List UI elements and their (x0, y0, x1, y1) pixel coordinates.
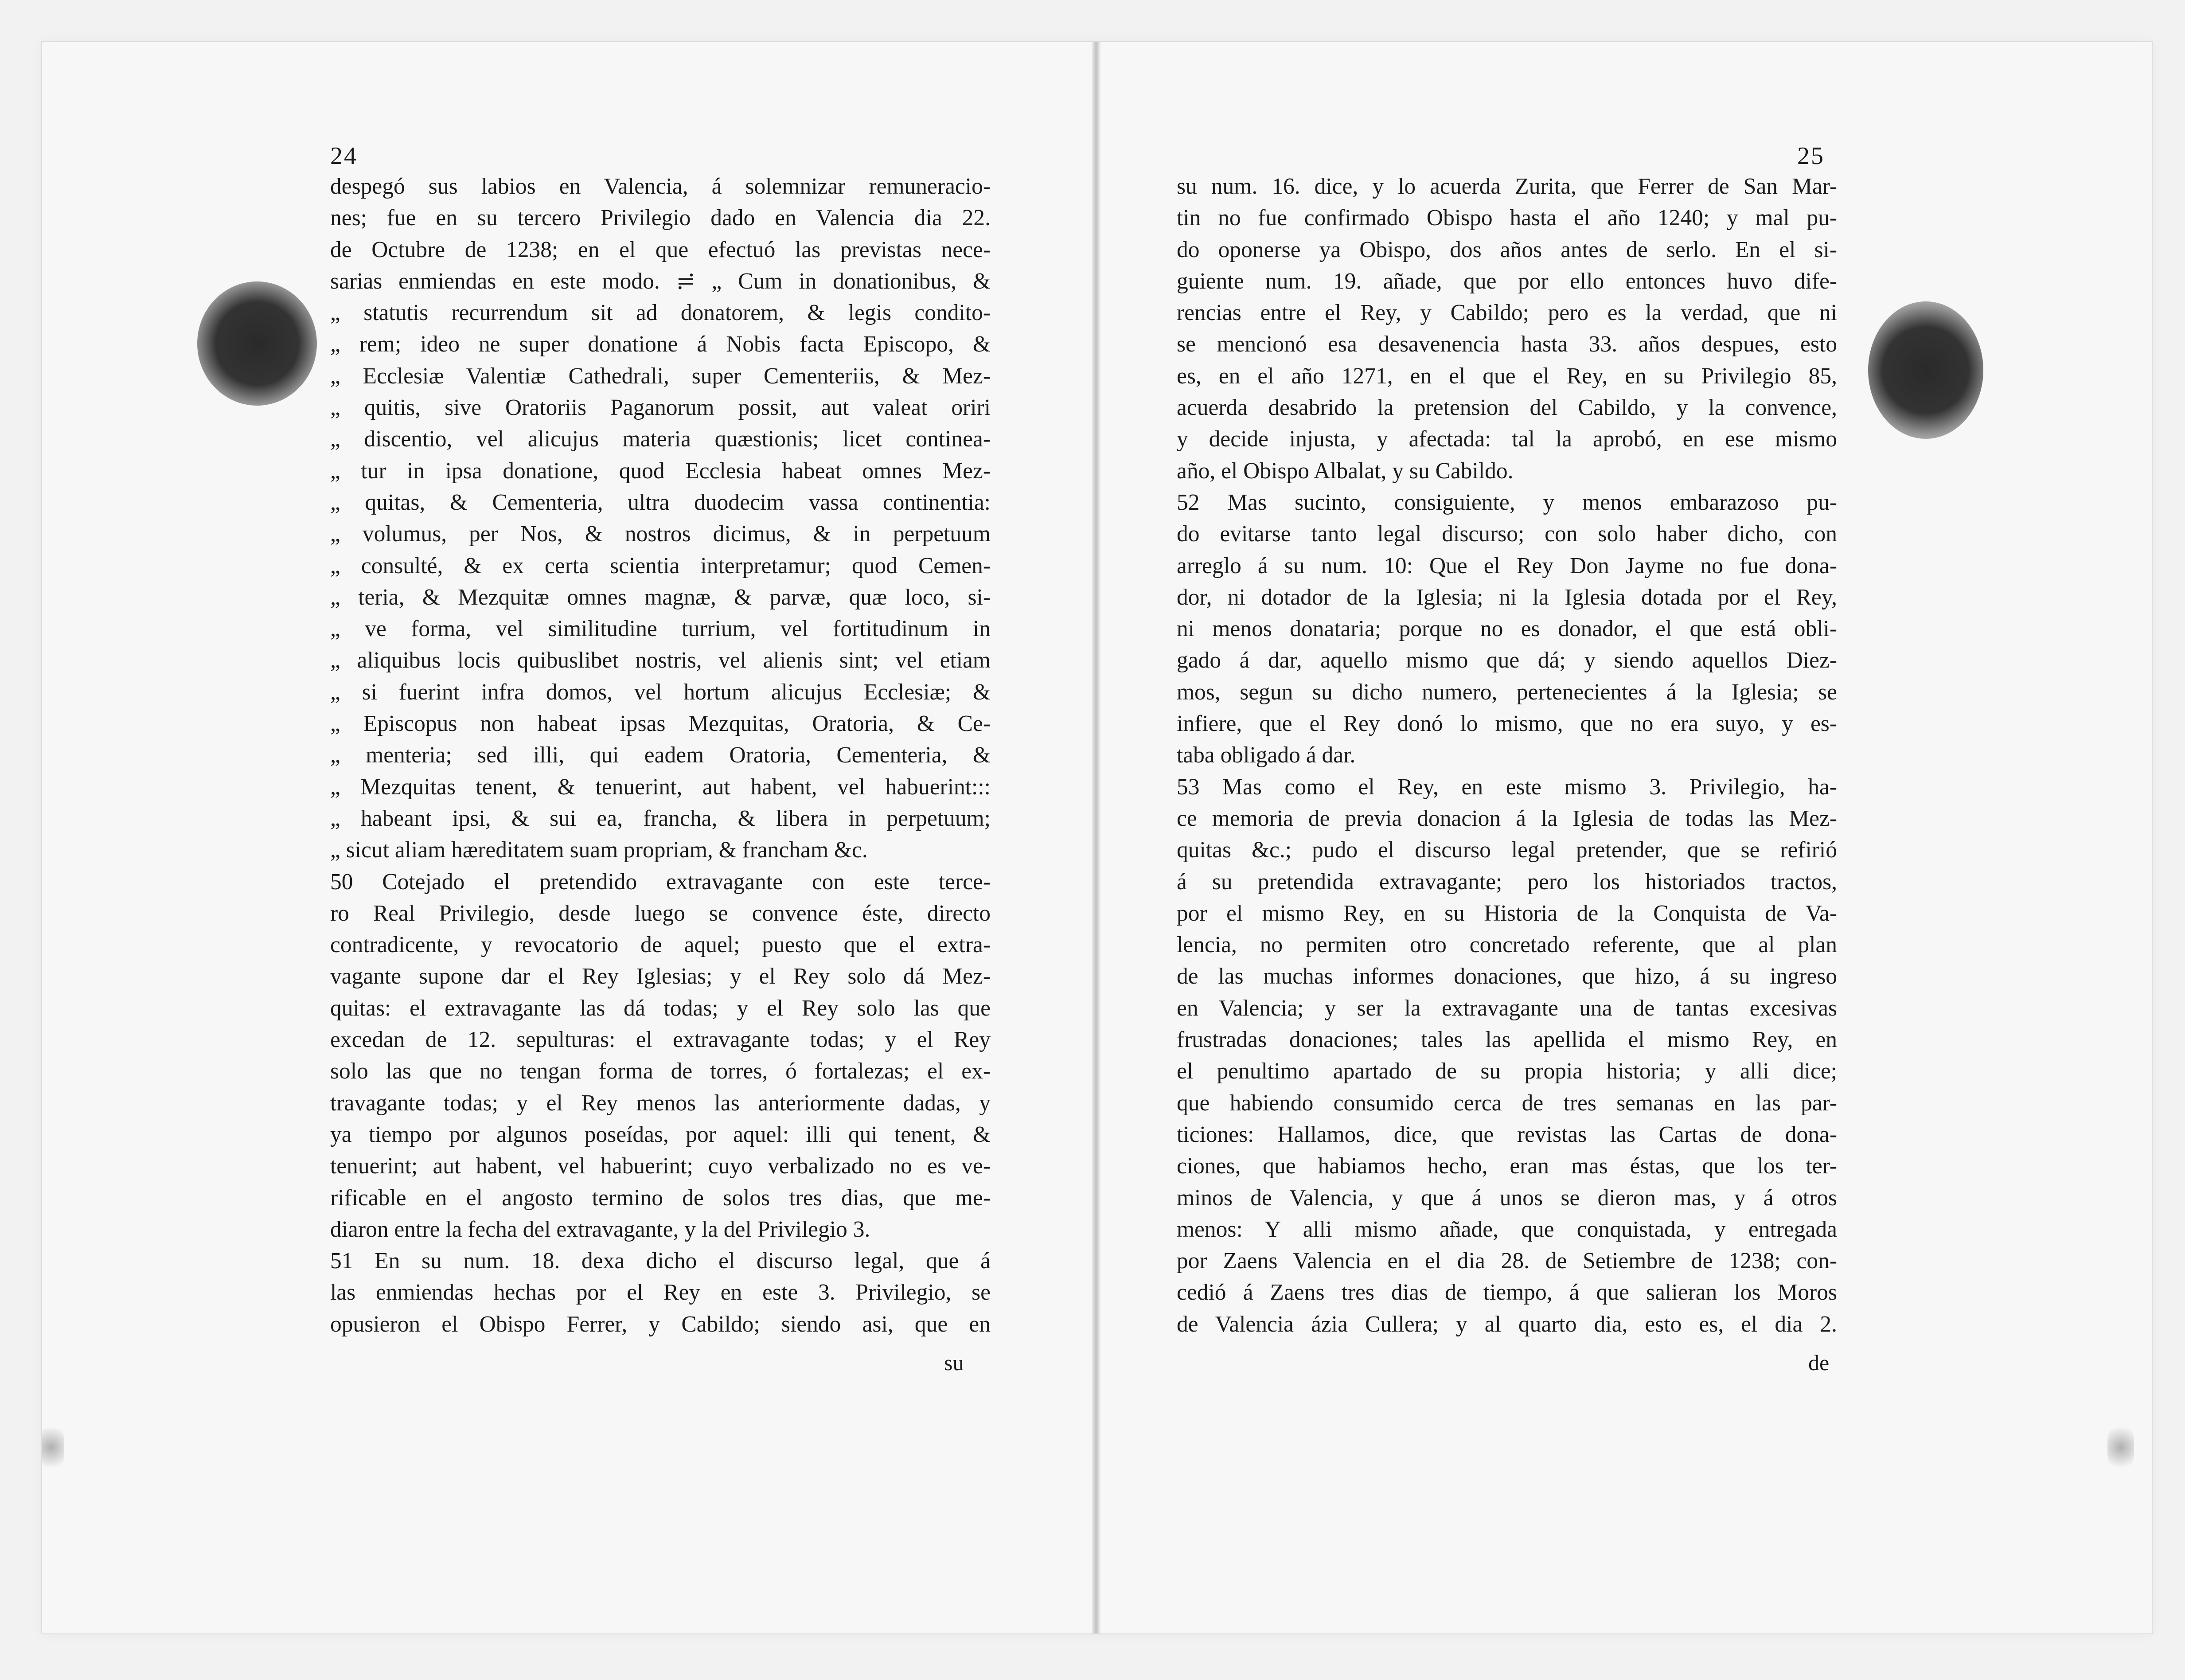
text-line: en Valencia; y ser la extravagante una de tantas excesivas (1177, 995, 1837, 1021)
text-line: de Valencia ázia Cullera; y al quarto dia, esto es, el dia 2. (1177, 1311, 1837, 1337)
text-line: ce memoria de previa donacion á la Iglesia de todas las Mez- (1177, 805, 1837, 831)
text-line: ciones, que habiamos hecho, eran mas éstas, que los ter- (1177, 1153, 1837, 1179)
text-line: ya tiempo por algunos poseídas, por aquel: illi qui tenent, & (330, 1121, 991, 1147)
page-corner-wear-right (2107, 1421, 2134, 1474)
text-line: á su pretendida extravagante; pero los historiados tractos, (1177, 869, 1837, 895)
page-corner-wear-left (42, 1421, 64, 1474)
text-line: cedió á Zaens tres dias de tiempo, á que salieran los Moros (1177, 1280, 1837, 1305)
text-line: dor, ni dotador de la Iglesia; ni la Iglesia dotada por el Rey, (1177, 584, 1837, 610)
text-line: ro Real Privilegio, desde luego se convence éste, directo (330, 900, 991, 926)
text-line: ticiones: Hallamos, dice, que revistas las Cartas de dona- (1177, 1121, 1837, 1147)
catchword-left: su (944, 1350, 964, 1375)
text-line: do oponerse ya Obispo, dos años antes de serlo. En el si- (1177, 237, 1837, 262)
text-line: nes; fue en su tercero Privilegio dado en Valencia dia 22. (330, 205, 991, 231)
text-line: acuerda desabrido la pretension del Cabildo, y la convence, (1177, 395, 1837, 421)
text-line: gado á dar, aquello mismo que dá; y siendo aquellos Diez- (1177, 648, 1837, 673)
text-line: el penultimo apartado de su propia historia; y alli dice; (1177, 1059, 1837, 1084)
text-line: „ Mezquitas tenent, & tenuerint, aut habent, vel habuerint::: (330, 774, 991, 800)
text-line: excedan de 12. sepulturas: el extravagante todas; y el Rey (330, 1027, 991, 1053)
text-line: quitas &c.; pudo el discurso legal pretender, que se refirió (1177, 837, 1837, 863)
text-line: „ consulté, & ex certa scientia interpretamur; quod Cemen- (330, 553, 991, 578)
text-line: travagante todas; y el Rey menos las anteriormente dadas, y (330, 1090, 991, 1116)
text-line: „ menteria; sed illi, qui eadem Oratoria, Cementeria, & (330, 742, 991, 768)
page-number-left: 24 (330, 142, 358, 170)
book-spread (42, 42, 2152, 1633)
text-line: vagante supone dar el Rey Iglesias; y el Rey solo dá Mez- (330, 964, 991, 989)
text-line: „ quitas, & Cementeria, ultra duodecim vassa continentia: (330, 489, 991, 515)
text-line: do evitarse tanto legal discurso; con solo haber dicho, con (1177, 521, 1837, 547)
page-number-right: 25 (1797, 142, 1825, 170)
text-line: opusieron el Obispo Ferrer, y Cabildo; siendo asi, que en (330, 1311, 991, 1337)
text-line: tenuerint; aut habent, vel habuerint; cuyo verbalizado no es ve- (330, 1153, 991, 1179)
text-line: „ sicut aliam hæreditatem suam propriam, & francham &c. (330, 837, 868, 863)
text-line: minos de Valencia, y que á unos se dieron mas, y á otros (1177, 1185, 1837, 1211)
text-line: „ aliquibus locis quibuslibet nostris, vel alienis sint; vel etiam (330, 648, 991, 673)
text-line: rificable en el angosto termino de solos tres dias, que me- (330, 1185, 991, 1211)
text-line: por el mismo Rey, en su Historia de la Conquista de Va- (1177, 900, 1837, 926)
text-line: sarias enmiendas en este modo. ≓ „ Cum in donationibus, & (330, 268, 991, 294)
text-line: contradicente, y revocatorio de aquel; puesto que el extra- (330, 932, 991, 958)
text-line: 50 Cotejado el pretendido extravagante con este terce- (330, 869, 991, 895)
text-line: su num. 16. dice, y lo acuerda Zurita, que Ferrer de San Mar- (1177, 174, 1837, 199)
text-line: quitas: el extravagante las dá todas; y el Rey solo las que (330, 995, 991, 1021)
text-line: de las muchas informes donaciones, que hizo, á su ingreso (1177, 964, 1837, 989)
text-line: guiente num. 19. añade, que por ello entonces huvo dife- (1177, 268, 1837, 294)
text-line: ni menos donataria; porque no es donador, el que está obli- (1177, 616, 1837, 642)
text-line: es, en el año 1271, en el que el Rey, en su Privilegio 85, (1177, 363, 1837, 389)
ink-stain-right (1868, 301, 1983, 439)
text-line: taba obligado á dar. (1177, 742, 1356, 768)
text-line: arreglo á su num. 10: Que el Rey Don Jayme no fue dona- (1177, 553, 1837, 578)
ink-stain-left (197, 281, 317, 406)
text-line: las enmiendas hechas por el Rey en este 3. Privilegio, se (330, 1280, 991, 1305)
text-line: que habiendo consumido cerca de tres semanas en las par- (1177, 1090, 1837, 1116)
text-line: solo las que no tengan forma de torres, ó fortalezas; el ex- (330, 1059, 991, 1084)
left-page-text (330, 171, 991, 1340)
text-line: „ tur in ipsa donatione, quod Ecclesia habeat omnes Mez- (330, 458, 991, 484)
text-line: infiere, que el Rey donó lo mismo, que no era suyo, y es- (1177, 711, 1837, 737)
text-line: „ habeant ipsi, & sui ea, francha, & libera in perpetuum; (330, 805, 991, 831)
text-line: despegó sus labios en Valencia, á solemnizar remuneracio- (330, 174, 991, 199)
text-line: frustradas donaciones; tales las apellida el mismo Rey, en (1177, 1027, 1837, 1053)
text-line: „ si fuerint infra domos, vel hortum alicujus Ecclesiæ; & (330, 679, 991, 705)
text-line: „ rem; ideo ne super donatione á Nobis facta Episcopo, & (330, 332, 991, 357)
text-line: y decide injusta, y afectada: tal la aprobó, en ese mismo (1177, 426, 1837, 452)
text-line: „ statutis recurrendum sit ad donatorem, & legis condito- (330, 300, 991, 326)
text-line: se mencionó esa desavenencia hasta 33. años despues, esto (1177, 332, 1837, 357)
text-line: menos: Y alli mismo añade, que conquistada, y entregada (1177, 1216, 1837, 1242)
text-line: rencias entre el Rey, y Cabildo; pero es la verdad, que ni (1177, 300, 1837, 326)
right-page-text (1177, 171, 1837, 1340)
text-line: de Octubre de 1238; en el que efectuó las previstas nece- (330, 237, 991, 262)
text-line: „ quitis, sive Oratoriis Paganorum possit, aut valeat oriri (330, 395, 991, 421)
book-gutter (1092, 42, 1100, 1633)
text-line: lencia, no permiten otro concretado referente, que al plan (1177, 932, 1837, 958)
text-line: diaron entre la fecha del extravagante, y la del Privilegio 3. (330, 1216, 870, 1242)
text-line: 52 Mas sucinto, consiguiente, y menos embarazoso pu- (1177, 489, 1837, 515)
text-line: „ discentio, vel alicujus materia quæstionis; licet continea- (330, 426, 991, 452)
text-line: año, el Obispo Albalat, y su Cabildo. (1177, 458, 1514, 484)
text-line: tin no fue confirmado Obispo hasta el año 1240; y mal pu- (1177, 205, 1837, 231)
catchword-right: de (1808, 1350, 1830, 1375)
text-line: „ Episcopus non habeat ipsas Mezquitas, Oratoria, & Ce- (330, 711, 991, 737)
text-line: mos, segun su dicho numero, pertenecientes á la Iglesia; se (1177, 679, 1837, 705)
text-line: „ Ecclesiæ Valentiæ Cathedrali, super Cementeriis, & Mez- (330, 363, 991, 389)
text-line: „ volumus, per Nos, & nostros dicimus, & in perpetuum (330, 521, 991, 547)
text-line: 53 Mas como el Rey, en este mismo 3. Privilegio, ha- (1177, 774, 1837, 800)
text-line: 51 En su num. 18. dexa dicho el discurso legal, que á (330, 1248, 991, 1274)
text-line: „ teria, & Mezquitæ omnes magnæ, & parvæ, quæ loco, si- (330, 584, 991, 610)
text-line: por Zaens Valencia en el dia 28. de Setiembre de 1238; con- (1177, 1248, 1837, 1274)
text-line: „ ve forma, vel similitudine turrium, vel fortitudinum in (330, 616, 991, 642)
